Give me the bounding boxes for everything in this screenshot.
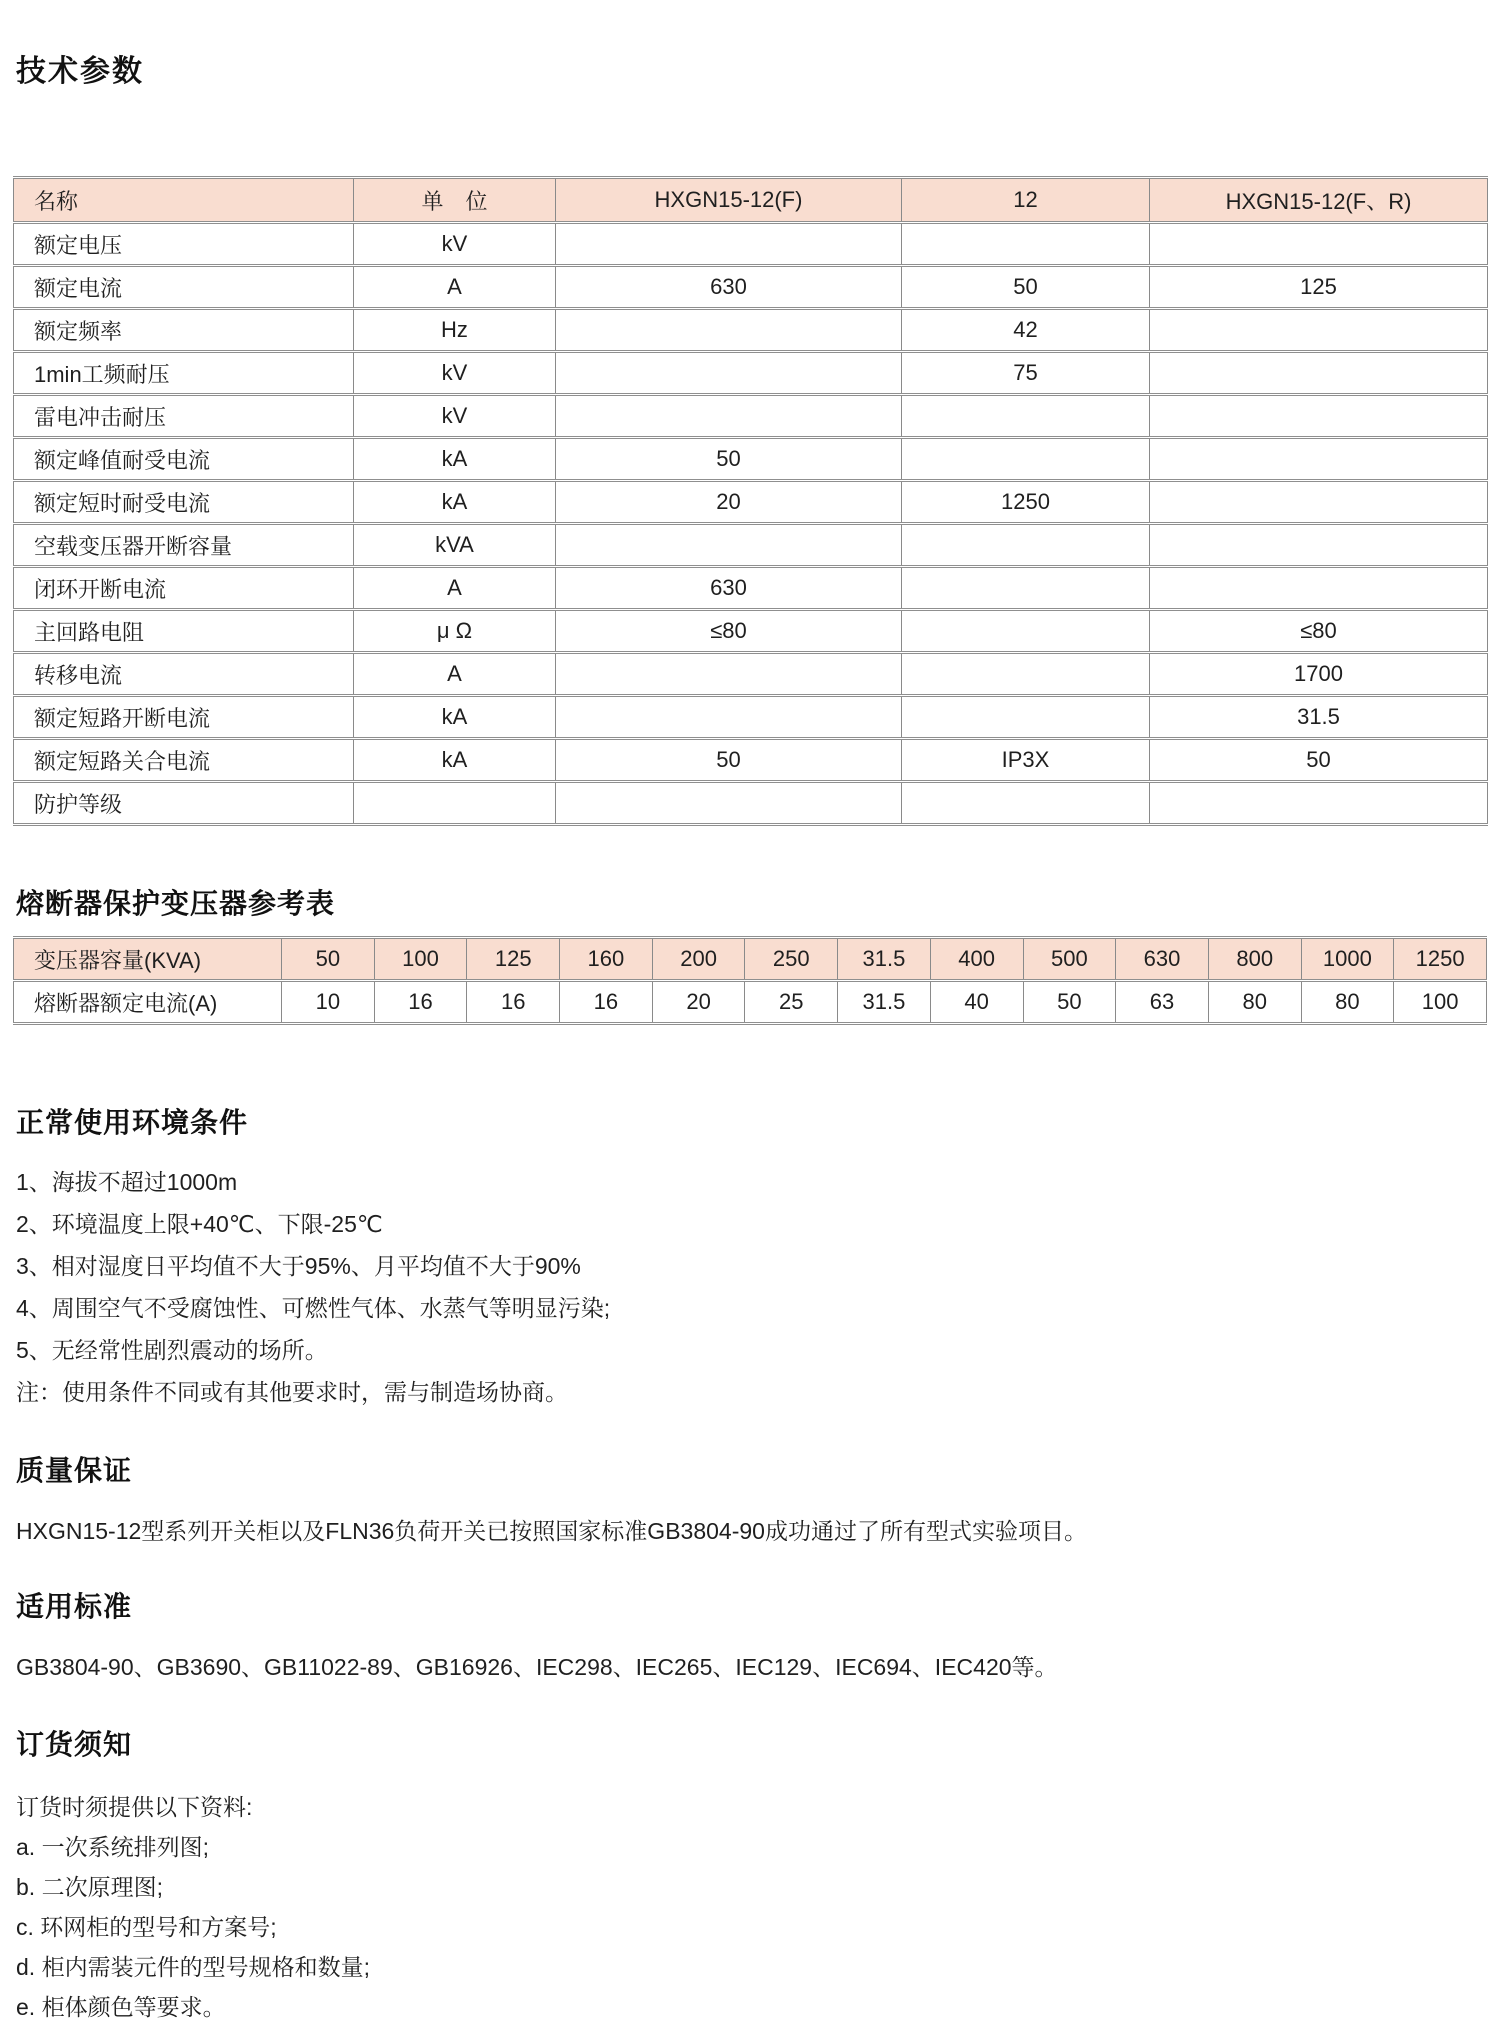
table-cell: 额定电流: [14, 266, 354, 309]
section-title-standards: 适用标准: [16, 1591, 133, 1622]
ordering-item: b. 二次原理图;: [16, 1874, 163, 1900]
table-cell: 变压器容量(KVA): [14, 938, 282, 981]
table-cell: 160: [560, 938, 653, 981]
table-row: [14, 352, 1488, 395]
table-cell: 20: [652, 981, 745, 1024]
table-row: [14, 309, 1488, 352]
table-cell: 空载变压器开断容量: [14, 524, 354, 567]
table-cell: kV: [354, 395, 556, 438]
section-title-environment: 正常使用环境条件: [16, 1107, 249, 1138]
ordering-item: d. 柜内需装元件的型号规格和数量;: [16, 1954, 370, 1980]
table-cell: A: [354, 653, 556, 696]
table-cell: [1150, 223, 1488, 266]
table-cell: [556, 653, 902, 696]
table-cell: [556, 309, 902, 352]
table-cell: [1150, 352, 1488, 395]
table-cell: ≤80: [556, 610, 902, 653]
table-cell: kA: [354, 481, 556, 524]
table-cell: 63: [1116, 981, 1209, 1024]
environment-item: 2、环境温度上限+40℃、下限-25℃: [16, 1211, 383, 1237]
table-cell: kVA: [354, 524, 556, 567]
table-cell: [902, 223, 1150, 266]
table-cell: A: [354, 567, 556, 610]
table-cell: [902, 524, 1150, 567]
table-row: [14, 223, 1488, 266]
table-cell: A: [354, 266, 556, 309]
table-cell: 50: [902, 266, 1150, 309]
ordering-intro: 订货时须提供以下资料:: [16, 1794, 253, 1820]
table-cell: 50: [282, 938, 375, 981]
table-row: [14, 739, 1488, 782]
table-cell: 额定峰值耐受电流: [14, 438, 354, 481]
col-header-unit: 单 位: [354, 178, 556, 223]
table-cell: 1min工频耐压: [14, 352, 354, 395]
ordering-item: c. 环网柜的型号和方案号;: [16, 1914, 277, 1940]
col-header-name: 名称: [14, 178, 354, 223]
table-cell: 630: [556, 266, 902, 309]
table-cell: 雷电冲击耐压: [14, 395, 354, 438]
table-cell: kA: [354, 739, 556, 782]
table-cell: 额定短时耐受电流: [14, 481, 354, 524]
environment-list: [13, 1161, 1487, 1413]
table-cell: [902, 438, 1150, 481]
table-cell: [902, 395, 1150, 438]
col-header-model-fr: HXGN15-12(F、R): [1150, 178, 1488, 223]
table-cell: 31.5: [1150, 696, 1488, 739]
table-cell: 100: [1394, 981, 1487, 1024]
table-cell: 额定短路关合电流: [14, 739, 354, 782]
table-cell: 75: [902, 352, 1150, 395]
table-cell: 630: [1116, 938, 1209, 981]
table-cell: 主回路电阻: [14, 610, 354, 653]
standards-text: GB3804-90、GB3690、GB11022-89、GB16926、IEC298、IEC265、IEC129、IEC694、IEC420等。: [16, 1654, 1058, 1680]
table-cell: [902, 782, 1150, 825]
table-cell: [1150, 438, 1488, 481]
table-cell: 额定频率: [14, 309, 354, 352]
table-row: [14, 438, 1488, 481]
table-cell: [1150, 395, 1488, 438]
col-header-12: 12: [902, 178, 1150, 223]
table-cell: ≤80: [1150, 610, 1488, 653]
table-cell: [1150, 782, 1488, 825]
table-cell: [1150, 309, 1488, 352]
fuse-table-body: [14, 938, 1487, 1024]
table-cell: 50: [1023, 981, 1116, 1024]
table-cell: kA: [354, 438, 556, 481]
ordering-item: e. 柜体颜色等要求。: [16, 1994, 226, 2020]
table-cell: 31.5: [838, 981, 931, 1024]
table-cell: 20: [556, 481, 902, 524]
table-cell: μ Ω: [354, 610, 556, 653]
table-cell: [902, 653, 1150, 696]
quality-text: HXGN15-12型系列开关柜以及FLN36负荷开关已按照国家标准GB3804-90成功通过了所有型式实验项目。: [16, 1518, 1087, 1544]
section-title-fuse-table: 熔断器保护变压器参考表: [16, 888, 336, 919]
table-cell: 1700: [1150, 653, 1488, 696]
table-cell: 80: [1208, 981, 1301, 1024]
table-cell: 500: [1023, 938, 1116, 981]
table-cell: 防护等级: [14, 782, 354, 825]
table-cell: 16: [560, 981, 653, 1024]
section-title-quality: 质量保证: [16, 1455, 133, 1486]
table-cell: [556, 782, 902, 825]
environment-note: 注：使用条件不同或有其他要求时，需与制造场协商。: [16, 1379, 568, 1405]
table-cell: 50: [1150, 739, 1488, 782]
table-row: [14, 981, 1487, 1024]
table-cell: 50: [556, 739, 902, 782]
table-cell: [556, 352, 902, 395]
table-cell: 熔断器额定电流(A): [14, 981, 282, 1024]
table-cell: [354, 782, 556, 825]
table-cell: [902, 567, 1150, 610]
ordering-item: a. 一次系统排列图;: [16, 1834, 209, 1860]
table-cell: 25: [745, 981, 838, 1024]
table-cell: 100: [374, 938, 467, 981]
table-cell: 125: [1150, 266, 1488, 309]
table-cell: 80: [1301, 981, 1394, 1024]
section-title-ordering: 订货须知: [16, 1729, 133, 1760]
table-cell: 10: [282, 981, 375, 1024]
table-cell: [556, 395, 902, 438]
environment-item: 3、相对湿度日平均值不大于95%、月平均值不大于90%: [16, 1253, 581, 1279]
table-cell: 125: [467, 938, 560, 981]
table-cell: [902, 610, 1150, 653]
fuse-reference-table: [13, 936, 1487, 1025]
table-row: [14, 610, 1488, 653]
table-cell: [902, 696, 1150, 739]
table-cell: 16: [374, 981, 467, 1024]
table-cell: kA: [354, 696, 556, 739]
table-row: [14, 938, 1487, 981]
table-cell: 额定短路开断电流: [14, 696, 354, 739]
table-row: [14, 782, 1488, 825]
table-cell: 闭环开断电流: [14, 567, 354, 610]
table-row: [14, 481, 1488, 524]
table-cell: [556, 696, 902, 739]
table-cell: 1250: [902, 481, 1150, 524]
table-cell: Hz: [354, 309, 556, 352]
table-cell: 31.5: [838, 938, 931, 981]
table-cell: 40: [930, 981, 1023, 1024]
table-row: [14, 567, 1488, 610]
tech-params-table-body: [14, 223, 1488, 825]
table-cell: [1150, 524, 1488, 567]
environment-item: 4、周围空气不受腐蚀性、可燃性气体、水蒸气等明显污染;: [16, 1295, 611, 1321]
table-cell: IP3X: [902, 739, 1150, 782]
table-cell: 50: [556, 438, 902, 481]
ordering-list: [13, 1787, 1487, 2027]
table-cell: 200: [652, 938, 745, 981]
table-row: [14, 395, 1488, 438]
table-cell: 1250: [1394, 938, 1487, 981]
table-cell: [556, 223, 902, 266]
section-title-tech-params: 技术参数: [16, 55, 144, 88]
table-cell: [1150, 567, 1488, 610]
environment-item: 1、海拔不超过1000m: [16, 1169, 238, 1195]
table-cell: 额定电压: [14, 223, 354, 266]
environment-item: 5、无经常性剧烈震动的场所。: [16, 1337, 328, 1363]
table-cell: 800: [1208, 938, 1301, 981]
table-row: [14, 524, 1488, 567]
table-row: [14, 266, 1488, 309]
table-cell: 42: [902, 309, 1150, 352]
table-row: [14, 653, 1488, 696]
table-cell: 16: [467, 981, 560, 1024]
table-cell: [1150, 481, 1488, 524]
tech-params-table: [13, 176, 1488, 826]
table-cell: 630: [556, 567, 902, 610]
tech-params-header-row: [14, 178, 1488, 223]
table-cell: 1000: [1301, 938, 1394, 981]
table-row: [14, 696, 1488, 739]
table-cell: 400: [930, 938, 1023, 981]
table-cell: kV: [354, 352, 556, 395]
table-cell: kV: [354, 223, 556, 266]
table-cell: 转移电流: [14, 653, 354, 696]
table-cell: 250: [745, 938, 838, 981]
table-cell: [556, 524, 902, 567]
col-header-model-f: HXGN15-12(F): [556, 178, 902, 223]
